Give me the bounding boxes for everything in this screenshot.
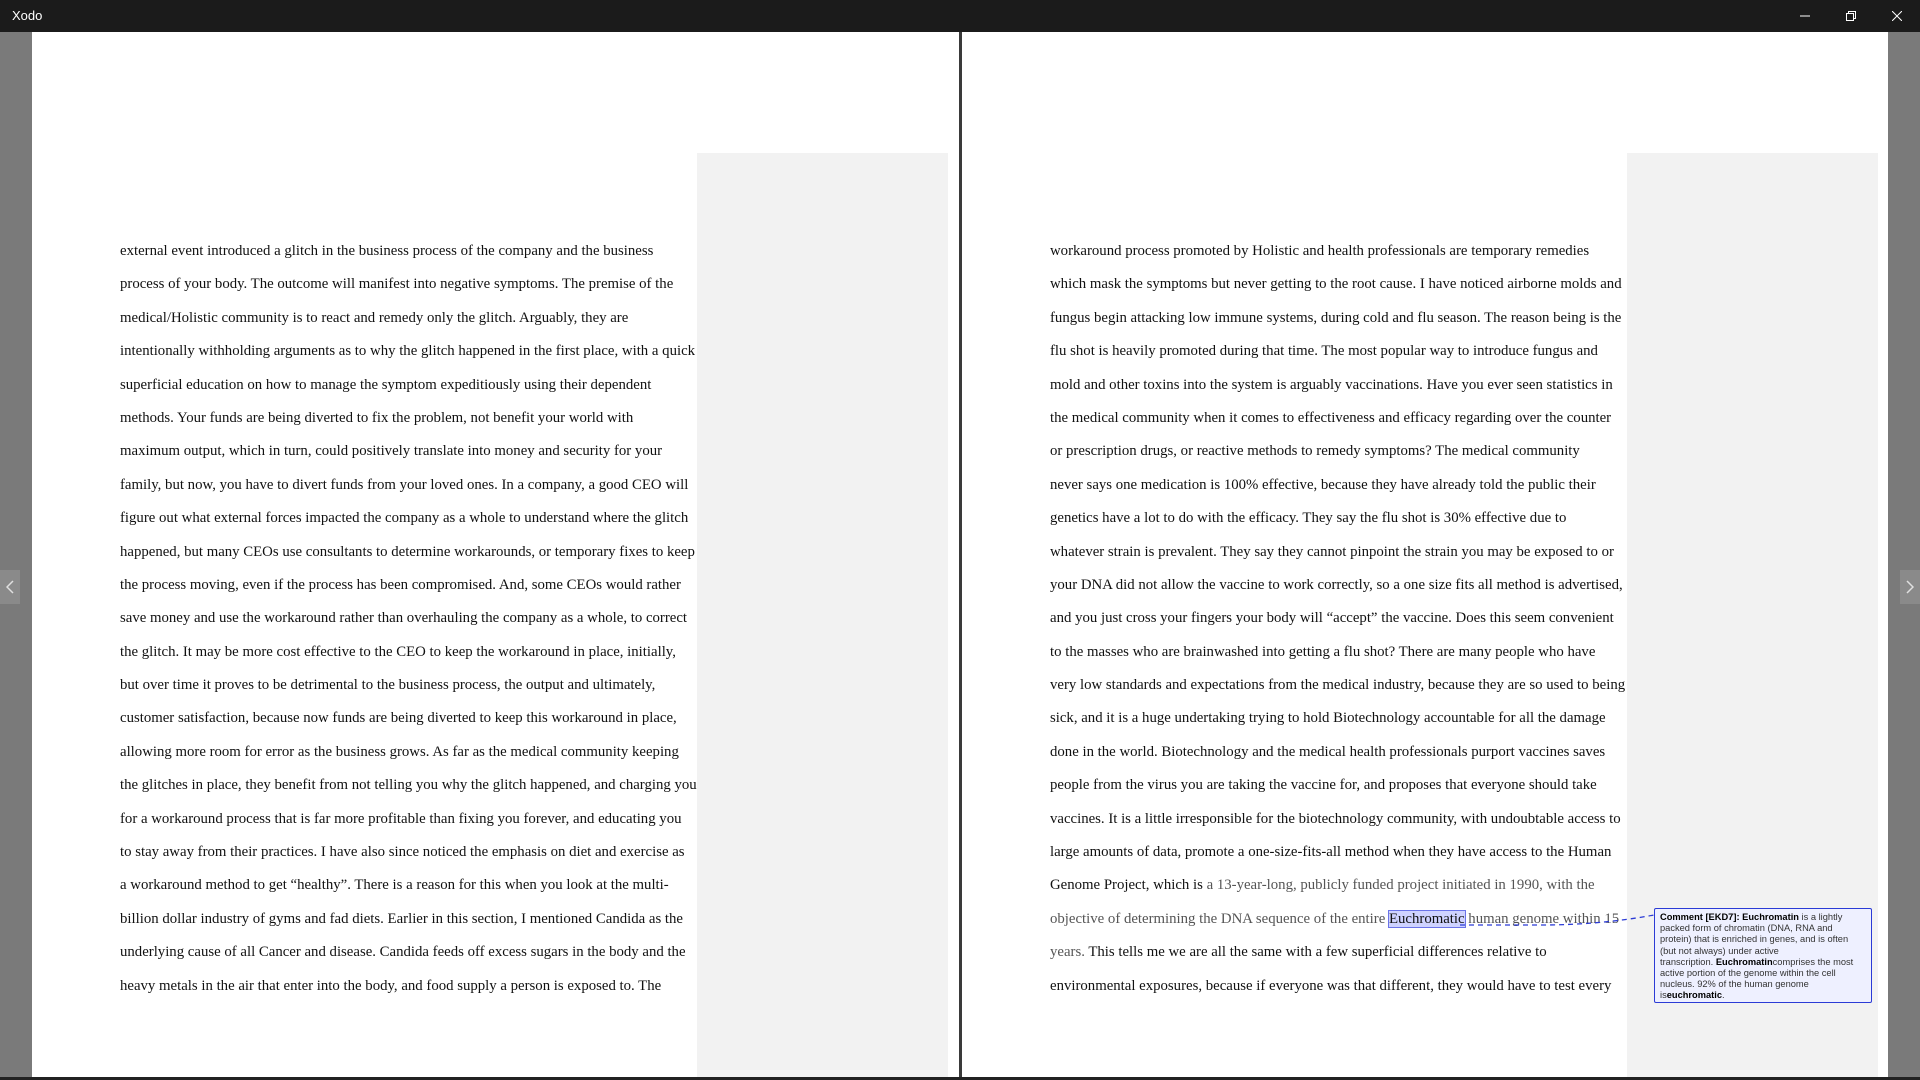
comment-popup[interactable] — [1654, 908, 1872, 1003]
text-line: the process moving, even if the process has been compromised. And, some CEOs would rather — [120, 576, 681, 593]
text-line: superficial education on how to manage the symptom expeditiously using their dependent — [120, 376, 652, 393]
previous-page-button[interactable] — [0, 570, 20, 604]
comment-term: euchromatic — [1666, 990, 1723, 1001]
text-line: figure out what external forces impacted the company as a whole to understand where the glitch — [120, 510, 689, 527]
linked-text-run: objective of determining the DNA sequence of the entire — [1050, 910, 1389, 927]
maximize-icon — [1846, 11, 1856, 21]
comment-line: packed form of chromatin (DNA, RNA and — [1660, 923, 1833, 934]
comment-text: is — [1660, 990, 1667, 1001]
text-line: people from the virus you are taking the vaccine for, and proposes that everyone should take — [1050, 777, 1597, 794]
text-line: environmental exposures, because if everyone was that different, they would have to test every — [1050, 977, 1612, 994]
comment-line — [1660, 957, 1866, 968]
comment-text: transcription. — [1660, 956, 1716, 967]
text-line: for a workaround process that is far more profitable than fixing you forever, and educating you — [120, 810, 682, 827]
comment-line: protein) that is enriched in genes, and is often — [1660, 934, 1849, 945]
text-line: your DNA did not allow the vaccine to work correctly, so a one size fits all method is advertised, — [1050, 576, 1623, 593]
text-run: Genome Project, which is — [1050, 877, 1207, 894]
text-line: which mask the symptoms but never getting to the root cause. I have noticed airborne molds and — [1050, 276, 1622, 293]
text-line: or prescription drugs, or reactive methods to remedy symptoms? The medical community — [1050, 443, 1580, 460]
text-line: fungus begin attacking low immune systems, during cold and flu season. The reason being is the — [1050, 309, 1622, 326]
page-text-left[interactable] — [120, 235, 697, 1003]
page-text-right[interactable] — [1050, 235, 1626, 1003]
comment-term: Euchromatin — [1715, 956, 1773, 967]
text-line: and you just cross your fingers your body will “accept” the vaccine. Does this seem convenient — [1050, 610, 1614, 627]
text-line: allowing more room for error as the business grows. As far as the medical community keeping — [120, 743, 679, 760]
text-line: whatever strain is prevalent. They say they cannot pinpoint the strain you may be exposed to or — [1050, 543, 1614, 560]
text-line: save money and use the workaround rather than overhauling the company as a whole, to correct — [120, 610, 688, 627]
text-line: genetics have a lot to do with the efficacy. They say the flu shot is 30% effective due to — [1050, 510, 1567, 527]
comment-text: comprises the most — [1772, 956, 1854, 967]
text-line: very low standards and expectations from the medical industry, because they are so used to being — [1050, 677, 1626, 694]
text-line: intentionally withholding arguments as to why the glitch happened in the first place, with a quick — [120, 343, 696, 360]
document-viewer[interactable] — [0, 32, 1920, 1080]
text-line — [1050, 936, 1620, 969]
text-line: customer satisfaction, because now funds are being diverted to keep this workaround in place, — [120, 710, 677, 727]
text-line: process of your body. The outcome will manifest into negative symptoms. The premise of the — [120, 276, 674, 293]
chevron-right-icon — [1906, 580, 1914, 594]
text-line: done in the world. Biotechnology and the medical health professionals purport vaccines saves — [1050, 743, 1606, 760]
comment-line: nucleus. 92% of the human genome — [1660, 979, 1809, 990]
highlighted-annotation[interactable]: Euchromatic — [1388, 910, 1465, 927]
text-line: large amounts of data, promote a one-size-fits-all method when they have access to the Human — [1050, 844, 1612, 861]
text-line: a workaround method to get “healthy”. There is a reason for this when you look at the multi- — [120, 877, 669, 894]
pdf-page-left[interactable] — [32, 32, 959, 1080]
text-run: This tells me we are all the same with a few superficial differences relative to — [1084, 944, 1547, 961]
text-line: never says one medication is 100% effective, because they have already told the public their — [1050, 476, 1596, 493]
linked-text-run: years. — [1050, 944, 1085, 961]
text-line: flu shot is heavily promoted during that time. The most popular way to introduce fungus and — [1050, 343, 1598, 360]
comment-line: (but not always) under active — [1660, 945, 1779, 956]
text-line: underlying cause of all Cancer and disease. Candida feeds off excess sugars in the body and the — [120, 944, 686, 961]
comment-text: . — [1722, 990, 1725, 1001]
minimize-icon — [1800, 11, 1810, 21]
comment-line — [1660, 990, 1866, 1001]
chevron-left-icon — [6, 580, 14, 594]
minimize-button[interactable] — [1782, 0, 1828, 32]
text-line: methods. Your funds are being diverted to fix the problem, not benefit your world with — [120, 409, 634, 426]
app-title: Xodo — [12, 8, 43, 23]
comment-margin-left — [697, 153, 948, 1080]
text-line — [1050, 869, 1620, 902]
text-line — [1050, 903, 1620, 936]
next-page-button[interactable] — [1900, 570, 1920, 604]
linked-text-run: a 13-year-long, publicly funded project initiated in 1990, with the — [1206, 877, 1595, 894]
text-line: the glitches in place, they benefit from not telling you why the glitch happened, and charging you — [120, 777, 697, 794]
linked-text-run: human genome within 15 — [1464, 910, 1620, 927]
text-line: to stay away from their practices. I have also since noticed the emphasis on diet and exercise as — [120, 844, 685, 861]
comment-term: Euchromatin — [1742, 912, 1799, 922]
close-icon — [1892, 11, 1902, 21]
text-line: external event introduced a glitch in the business process of the company and the business — [120, 243, 654, 259]
comment-text: is a lightly — [1798, 912, 1843, 922]
text-line: but over time it proves to be detrimental to the business process, the output and ultimately, — [120, 677, 656, 694]
maximize-button[interactable] — [1828, 0, 1874, 32]
text-line: happened, but many CEOs use consultants to determine workarounds, or temporary fixes to keep — [120, 543, 695, 560]
text-line: workaround process promoted by Holistic and health professionals are temporary remedies — [1050, 243, 1590, 259]
text-line: billion dollar industry of gyms and fad diets. Earlier in this section, I mentioned Candida as the — [120, 910, 683, 927]
title-bar — [0, 0, 1920, 32]
text-line: vaccines. It is a little irresponsible for the biotechnology community, with undoubtable access to — [1050, 810, 1621, 827]
text-line: sick, and it is a huge undertaking trying to hold Biotechnology accountable for all the damage — [1050, 710, 1606, 727]
text-line: the medical community when it comes to effectiveness and efficacy regarding over the counter — [1050, 409, 1612, 426]
text-line: the glitch. It may be more cost effective to the CEO to keep the workaround in place, initially, — [120, 643, 676, 660]
comment-line: active portion of the genome within the cell — [1660, 968, 1836, 979]
text-line: medical/Holistic community is to react and remedy only the glitch. Arguably, they are — [120, 309, 629, 326]
text-line: heavy metals in the air that enter into the body, and food supply a person is exposed to. The — [120, 977, 662, 994]
text-line: maximum output, which in turn, could positively translate into money and security for your — [120, 443, 663, 460]
close-button[interactable] — [1874, 0, 1920, 32]
text-line: mold and other toxins into the system is arguably vaccinations. Have you ever seen statistics in — [1050, 376, 1613, 393]
comment-line — [1660, 912, 1866, 923]
text-line: family, but now, you have to divert funds from your loved ones. In a company, a good CEO will — [120, 476, 689, 493]
text-line: to the masses who are brainwashed into getting a flu shot? There are many people who have — [1050, 643, 1596, 660]
comment-label: Comment [EKD7]: — [1660, 912, 1740, 922]
